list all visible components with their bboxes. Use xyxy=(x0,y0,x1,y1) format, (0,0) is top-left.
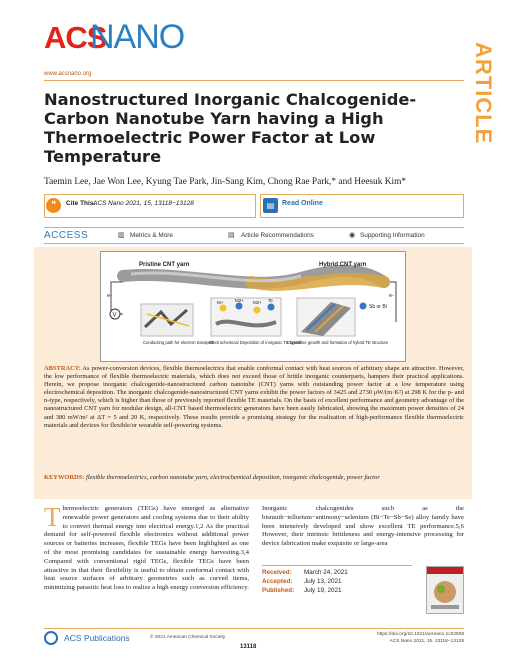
voltmeter-label: V xyxy=(112,312,117,319)
abstract-text: As power-conversion devices, flexible thermoelectrics that enable conformal contact with heat sources of arbitrary shape are attractive. However, the low performance of flexible thermoelectric materials, which does not exceed those of brittle inorganic counterparts, hampers their practical applications. Herein, we propose inorganic chalcogenide-nanostructured carbon nanotube (CNT) yarns with outstanding power factor at a low temperature using electrochemical deposition. The inorganic chalcogenide-nanostructured CNT yarns exhibit the power factors of 3425 and 2730 μW/(m·K²) at 298 K for the p- and n-type, respectively, which is higher than those of previously reported flexible TE materials. On the basis of excellent performance and geometry advantage of the nanostructured CNT yarn for modular design, all-CNT based thermoelectric generators have been easily fabricated, showing the maximum power densities of 24 and 380 mW/m² at ΔT = 5 and 20 K, respectively. These results provide a promising strategy for the realization of high-performance flexible thermoelectric materials and devices for flexible/or wearable self-powering systems. xyxy=(44,365,464,429)
footer-rule xyxy=(44,628,464,629)
circuit-wire-right xyxy=(384,282,396,322)
ion-label: M2+ xyxy=(253,300,262,305)
journal-site-link[interactable]: www.acsnano.org xyxy=(44,71,92,77)
journal-reference: ACS Nano 2021, 15, 13118−13128 xyxy=(389,638,464,644)
body-column-right xyxy=(262,505,464,549)
keywords xyxy=(44,474,464,482)
cover-art-shape xyxy=(434,581,456,603)
metrics-link[interactable]: Metrics & More xyxy=(130,232,173,239)
page-number: 13118 xyxy=(240,644,257,650)
author-name[interactable]: Taemin Lee, xyxy=(44,177,91,187)
copyright-notice: © 2021 American Chemical Society xyxy=(150,635,226,640)
ion-particle xyxy=(236,303,243,310)
cover-art-shape xyxy=(437,585,445,593)
author-name[interactable]: and Heesuk Kim* xyxy=(338,177,407,187)
keywords-label: KEYWORDS: xyxy=(44,474,85,481)
article-history xyxy=(262,565,412,596)
hybrid-yarn-label: Hybrid CNT yarn xyxy=(319,262,367,268)
cover-footer-band xyxy=(431,605,459,609)
publisher-name[interactable]: ACS Publications xyxy=(64,633,130,643)
acs-publications-logo-icon xyxy=(44,631,58,645)
ion-particle xyxy=(254,307,261,314)
abstract-label: ABSTRACT: xyxy=(44,365,81,372)
toc-caption: Electrochemical Deposition of inorganic TE layers xyxy=(209,340,302,345)
read-online-icon: ▤ xyxy=(263,198,278,213)
abstract xyxy=(44,365,464,430)
author-name[interactable]: Jae Won Lee, xyxy=(93,177,144,187)
body-text-left: hermoelectric generators (TEGs) have emerged as alternative renewable power generators and cooling systems due to their ability to convert thermal energy into electrical energy.1,2 As the practical demand for self-powered flexible electronics without additional power sources or batteries increases, flexible TEGs have been highlighted as one of the most promising candidates for sustainable energy harvesting.3,4 Compared with conventional rigid TEGs, flexible TEGs have been attractive in that their flexibility is useful to obtain conformal contact with heat source surfaces of arbitrary geometries such as curved items, minimizing parasitic heat loss to realize a high energy conversion efficiency. xyxy=(44,505,249,592)
header-rule xyxy=(44,80,464,81)
supporting-info-link[interactable]: Supporting Information xyxy=(360,232,425,239)
quote-icon: ❝ xyxy=(46,198,61,213)
ion-particle xyxy=(268,304,275,311)
pristine-yarn-label: Pristine CNT yarn xyxy=(139,262,190,268)
article-type-label: ARTICLE xyxy=(471,42,496,145)
read-online-label[interactable]: Read Online xyxy=(282,200,323,207)
supporting-info-icon: ◉ xyxy=(349,231,356,239)
legend-label: Sb or Bi xyxy=(369,304,387,310)
recommendations-link[interactable]: Article Recommendations xyxy=(241,232,314,239)
ion-particle xyxy=(220,305,227,312)
ion-label: Te xyxy=(268,298,273,303)
toc-caption: Crystalline growth and formation of hybrid TE structure xyxy=(287,340,389,345)
toc-graphic-svg xyxy=(101,252,405,361)
citation-reference[interactable]: ACS Nano 2021, 15, 13118−13128 xyxy=(93,200,194,207)
article-title: Nanostructured Inorganic Chalcogenide-Carbon Nanotube Yarn having a High Thermoelectric Power Factor at Low Temperature xyxy=(44,90,417,166)
journal-cover-svg xyxy=(427,567,463,613)
drop-cap: T xyxy=(44,502,61,532)
cover-header-band xyxy=(427,567,463,574)
journal-logo-nano: NANO xyxy=(90,18,185,56)
ion-label: M+ xyxy=(217,300,224,305)
published-label: Published: xyxy=(262,587,295,595)
doi-block xyxy=(360,632,464,645)
body-text-right: Inorganic chalcogenides such as the bismuth−tellurium−antimony−selenium (Bi−Te−Sb−Se) alloy family have been intensively developed and show excellent TE performance.5,6 However, their intrinsic brittleness and energy-intensive processing for device fabrication make exquisite or large-area xyxy=(262,505,464,548)
journal-logo-acs: ACS xyxy=(44,20,107,55)
received-date: March 24, 2021 xyxy=(304,569,348,576)
electron-label-left: e- xyxy=(107,293,112,299)
author-name[interactable]: Chong Rae Park,* xyxy=(267,177,337,187)
bar-chart-icon: ▥ xyxy=(118,231,125,239)
accepted-label: Accepted: xyxy=(262,578,293,586)
legend-dot-sb-bi xyxy=(360,303,367,310)
author-name[interactable]: Jin-Sang Kim, xyxy=(211,177,266,187)
published-date: July 19, 2021 xyxy=(304,587,342,595)
author-name[interactable]: Kyung Tae Park, xyxy=(145,177,209,187)
author-list xyxy=(44,176,464,188)
journal-cover-image[interactable] xyxy=(426,566,464,614)
cite-label: Cite This: xyxy=(66,200,96,207)
electron-label-right: e- xyxy=(389,293,394,299)
ion-label: M2+ xyxy=(235,298,244,303)
body-column-left xyxy=(44,502,249,593)
document-list-icon: ▤ xyxy=(228,231,235,239)
access-label: ACCESS xyxy=(44,230,89,241)
toc-graphic xyxy=(100,251,406,362)
accepted-date: July 13, 2021 xyxy=(304,578,342,586)
keywords-text: flexible thermoelectrics, carbon nanotube yarn, electrochemical deposition, inorganic chalcogenide, power factor xyxy=(86,474,380,481)
toc-caption: Conducting path for electron transport xyxy=(143,340,214,345)
received-label: Received: xyxy=(262,569,292,576)
doi-link[interactable]: https://doi.org/10.1021/acsnano.1c02508 xyxy=(377,632,464,637)
